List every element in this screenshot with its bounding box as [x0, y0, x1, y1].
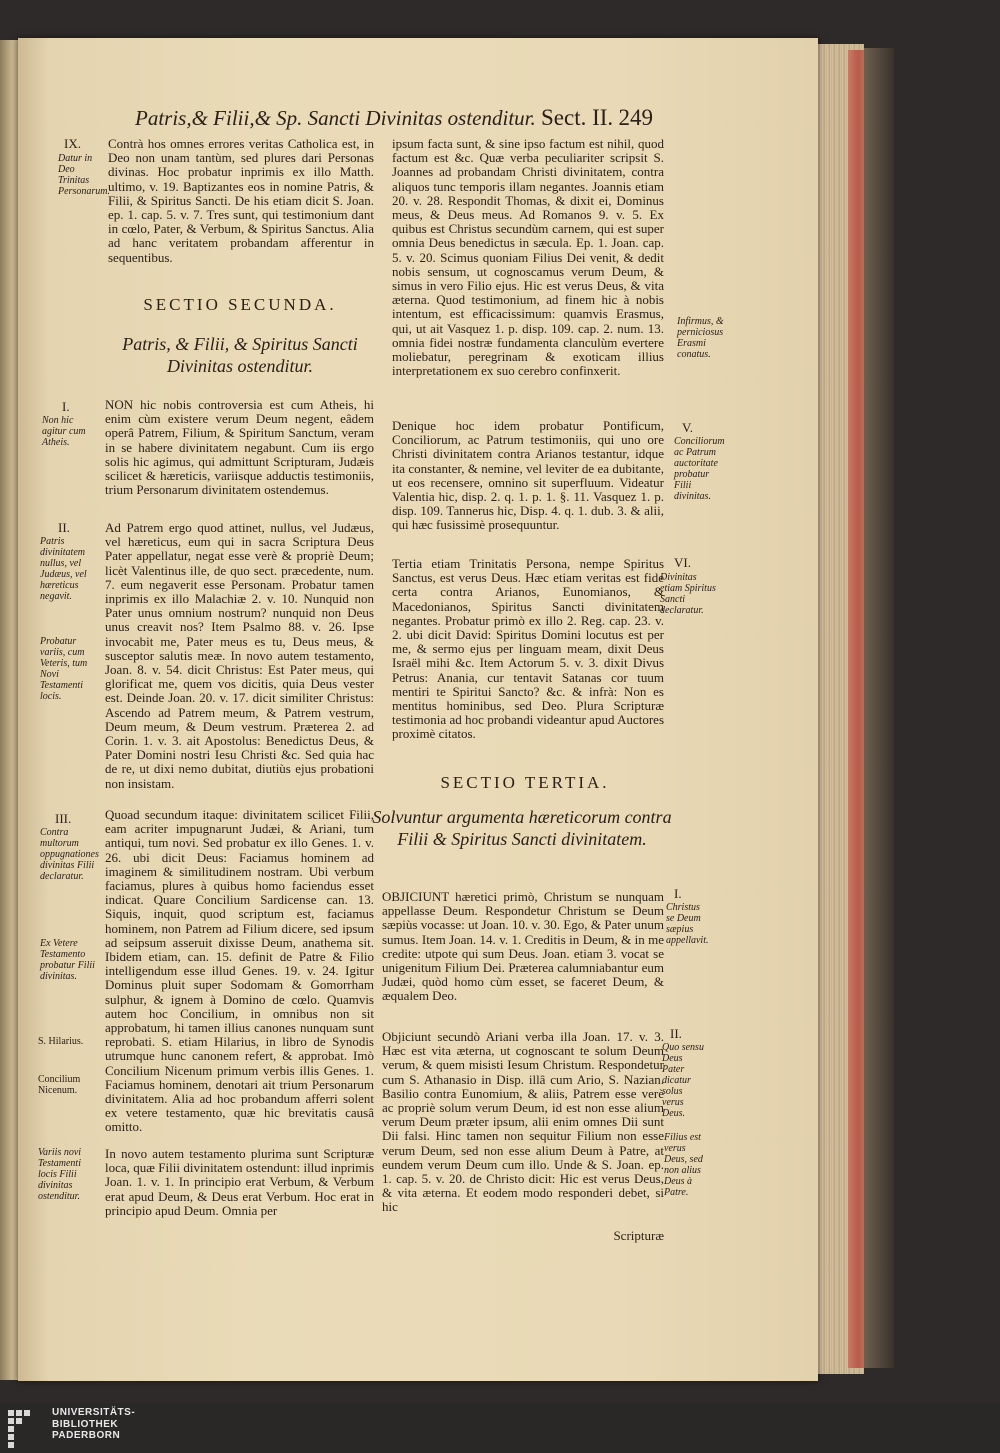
margin-note: Conciliorum ac Patrum auctoritate probatur Filii divinitas.: [674, 436, 725, 502]
left-paragraph-4: In novo autem testamento plurima sunt Scripturæ loca, quæ Filii divinitatem ostendunt: illud inprimis Joan. 1. v. 1. In principio erat Verbum, & Verbum erat apud Deum, & Deus erat Verbum. Hoc erat in principio apud Deum. Omnia per: [105, 1146, 374, 1218]
library-name: UNIVERSITÄTS- BIBLIOTHEK PADERBORN: [52, 1407, 136, 1441]
left-section-title: SECTIO SECUNDA.: [143, 295, 337, 314]
margin-note: Non hic agitur cum Atheis.: [42, 415, 86, 448]
right-paragraph-4: OBJICIUNT hæretici primò, Christum se nunquam appellasse Deum. Respondetur Christum se Deum sæpiùs vocasse: ut Joan. 10. v. 30. Ego, & Pater unum sumus. Item Joan. 14. v. 1. Creditis in Deum, & in me credite: utpote qui sum Deus. Joan. etiam 3. vocat se unigenitum Filium Dei. Præterea calumniabantur eum Judæi, quòd homo cùm esset, se faceret Deum, & æqualem Deo.: [382, 889, 664, 1004]
margin-number: VI.: [674, 555, 691, 570]
right-paragraph-5: Objiciunt secundò Ariani verba illa Joan. 17. v. 3. Hæc est vita æterna, ut cognoscant te solum Deum verum, & quem misisti Iesum Christum. Respondetur cum S. Athanasio in Disp. illâ cum Ario, S. Nazian. Basilio contra Eunomium, & aliis, Patrem esse verè ac propriè solum verum Deum, id est non esse alium verum Deum præter ipsum, alii enim omnes Dii sunt Dii falsi. Hinc tamen non sequitur Filium non esse verum Deum, sed non esse alium Deum à Patre, at eundem verum Deum cum illo. Unde & S. Joan. ep. 1. cap. 5. v. 20. de Christo dicit: Hic est verus Deus, & vita æterna. Et eodem modo responderi debet, si hic: [382, 1029, 664, 1215]
right-section-subtitle: Solvuntur argumenta hæreticorum contra Filii & Spiritus Sancti divinitatem.: [372, 807, 672, 849]
margin-note: Quo sensu Deus Pater dicatur solus verus Deus.: [662, 1042, 704, 1119]
margin-note: Ex Vetere Testamento probatur Filii divinitas.: [40, 938, 95, 982]
margin-note: Divinitas etiam Spiritus Sancti declaratur.: [660, 572, 716, 616]
left-intro-paragraph: Contrà hos omnes errores veritas Catholica est, in Deo non unam tantùm, sed plures dari Personas divinas. Hoc probatur inprimis ex illo Matth. ultimo, v. 19. Baptizantes eos in nomine Patris, & Filii, & Spiritus Sancti. De his etiam dicit S. Joan. ep. 1. cap. 5. v. 7. Tres sunt, qui testimonium dant in cœlo, Pater, & Verbum, & Spiritus Sanctus. Alia ad hanc veritatem probandam afferentur in sequentibus.: [108, 136, 374, 265]
margin-note: Christus se Deum sæpius appellavit.: [666, 902, 709, 946]
running-head: [135, 106, 675, 129]
running-head-section: Sect. II.: [541, 105, 614, 130]
margin-number: II.: [58, 520, 70, 535]
margin-note: Filius est verus Deus, sed non alius Deus à Patre.: [664, 1132, 703, 1198]
right-paragraph-3: Tertia etiam Trinitatis Persona, nempe Spiritus Sanctus, est verus Deus. Hæc etiam veritas est fide certa contra Arianos, Eunomianos, & Macedonianos, Spiritus Sancti divinitatem negantes. Probatur primò ex illo 2. Reg. cap. 23. v. 2. ubi dicit David: Spiritus Domini locutus est per me, & sermo ejus per linguam meam, dixit Deus Israël mihi &c. Item Actorum 5. v. 3. dixit Divus Petrus: Anania, cur tentavit Satanas cor tuum mentiri te Spiritui Sancto? &c. & infrà: Non es mentitus hominibus, sed Deo. Plura Scripturæ testimonia ad hoc probandi videantur apud Auctores proximè citatos.: [392, 556, 664, 742]
margin-number: IX.: [64, 136, 81, 151]
margin-number: III.: [55, 811, 72, 826]
margin-note: Probatur variis, cum Veteris, tum Novi Testamenti locis.: [40, 636, 88, 702]
margin-note: Variis novi Testamenti locis Filii divinitas ostenditur.: [38, 1147, 82, 1202]
margin-number: I.: [674, 886, 682, 901]
library-logo-icon: [6, 1406, 44, 1450]
left-paragraph-1: NON hic nobis controversia est cum Atheis, hi enim cùm existere verum Deum negent, eâdem operâ Patrem, Filium, & Spiritum Sanctum, veram in se habere divinitatem negabunt. Cum iis ergo solis hic agimus, qui admittunt Scripturam, Judæis scilicet & hæreticis, variisque adductis testimoniis, trium Personarum divinitatem ostendemus.: [105, 397, 374, 498]
margin-note: S. Hilarius.: [38, 1036, 84, 1047]
left-paragraph-3: Quoad secundum itaque: divinitatem scilicet Filii, eam acriter impugnarunt Judæi, & Ariani, tum antiqui, tum novi. Sed probatur ex illo Genes. 1. v. 26. ubi dicit Deus: Faciamus hominem ad imaginem & similitudinem nostram. Ubi verbum faciamus, plures à quibus homo faciendus esset indicat. Quare Concilium Sardicense can. 13. Siquis, inquit, quod scriptum est, faciamus hominem, non Patrem ad Filium dicere, sed ipsum ad seipsum asseruit dixisse Deum, anathema sit. Ibidem etiam, can. 15. definit de Patre & Filio intelligendum esse illud Genes. 19. v. 24. Igitur Dominus pluit super Sodomam & Gomorrham sulphur, & ignem à Domino de cœlo. Quamvis autem hoc Concilium, in omnibus non sit approbatum, hi tamen illius canones nunquam sunt reprobati. S. etiam Hilarius, in libro de Synodis utrumque hunc canonem refert, & approbat. Imò Concilium Nicenum primum verbis illis Genes. 1. Faciamus hominem, denotari ait trium Personarum divinitatem. Alia ad hoc probandum afferri solent ex vetere testamento, quæ hic brevitatis causâ omitto.: [105, 807, 374, 1135]
binding-shadow: [864, 48, 894, 1368]
left-section-subtitle: Patris, & Filii, & Spiritus Sancti Divinitas ostenditur.: [122, 334, 358, 376]
margin-number: II.: [670, 1026, 682, 1041]
margin-number: I.: [62, 399, 70, 414]
catchword: Scripturæ: [613, 1228, 664, 1243]
margin-note: Patris divinitatem nullus, vel Judæus, vel hæreticus negavit.: [40, 536, 87, 602]
margin-note: Concilium Nicenum.: [38, 1074, 81, 1096]
right-paragraph-1: ipsum facta sunt, & sine ipso factum est nihil, quod factum est &c. Quæ verba peculiariter scripsit S. Joannes ad probandam Christi divinitatem, contra aliquos tunc temporis illam negantes. Joannis etiam 20. v. 28. Respondit Thomas, & dixit ei, Dominus meus, & Deus meus. Ad Romanos 9. v. 5. Ex quibus est Christus secundùm carnem, qui est super omnia Deus benedictus in sæcula. Ep. 1. Joan. cap. 5. v. 20. Scimus quoniam Filius Dei venit, & dedit nobis sensum, ut cognoscamus verum Deum, & simus in vero Filio ejus. Hic est verus Deus, & vita æterna. Quod testimonium, ad finem hic à nobis intentum, est efficacissimum: quamvis Erasmus, qui, ut ait Vasquez 1. p. disp. 109. cap. 2. num. 13. omnia fidei nostræ fundamenta clanculùm evertere moliebatur, peregrinam & exoticam illius interpretationem ex suo cerebro confinxerit.: [392, 136, 664, 379]
page-number: 249: [618, 105, 653, 130]
right-paragraph-2: Denique hoc idem probatur Pontificum, Conciliorum, ac Patrum testimoniis, qui uno ore Christi divinitatem contra Arianos testantur, idque ita constanter, & nemine, vel leviter de ea dubitante, ut eos recensere, omnino sit superfluum. Videatur Valentia hic, disp. 2. q. 1. p. 1. §. 11. Vasquez 1. p. disp. 109. Tannerus hic, Disp. 4. q. 1. dub. 3. & alii, qui hæc fusissimè prosequuntur.: [392, 418, 664, 533]
margin-note: Contra multorum oppugnationes divinitas Filii declaratur.: [40, 827, 99, 882]
margin-number: V.: [682, 420, 693, 435]
running-head-title: Patris,& Filii,& Sp. Sancti Divinitas ostenditur.: [135, 106, 536, 130]
left-page-edge: [0, 40, 20, 1380]
left-paragraph-2: Ad Patrem ergo quod attinet, nullus, vel Judæus, vel hæreticus, eum qui in sacra Scriptura Deus Pater appellatur, negat esse verè & propriè Deum; licèt Valentinus ille, de quo sect. præcedente, num. 7. eum negaverit esse Personam. Probatur tamen inprimis ex illo Malachiæ 2. v. 10. Nunquid non Pater unus omnium nostrum? nunquid non Deus unus creavit nos? Item Psalmo 88. v. 26. Ipse invocabit me, Pater meus es tu, Deus meus, & susceptor salutis meæ. In novo autem testamento, Joan. 8. v. 54. dicit Christus: Est Pater meus, qui glorificat me, quem vos dicitis, quia Deus vester est. Deinde Joan. 20. v. 17. dicit similiter Christus: Ascendo ad Patrem meum, & Patrem vestrum, Deum meum, & Deum vestrum. Præterea 2. ad Corin. 1. v. 3. ait Apostolus: Benedictus Deus, & Pater Domini nostri Iesu Christi &c. Sed quia hac de re, ut dixi nemo dubitat, diutiùs ejus probationi non insistam.: [105, 520, 374, 791]
right-section-title: SECTIO TERTIA.: [440, 773, 610, 792]
margin-note: Infirmus, & perniciosus Erasmi conatus.: [677, 316, 724, 360]
margin-note: Datur in Deo Trinitas Personarum.: [58, 153, 110, 197]
